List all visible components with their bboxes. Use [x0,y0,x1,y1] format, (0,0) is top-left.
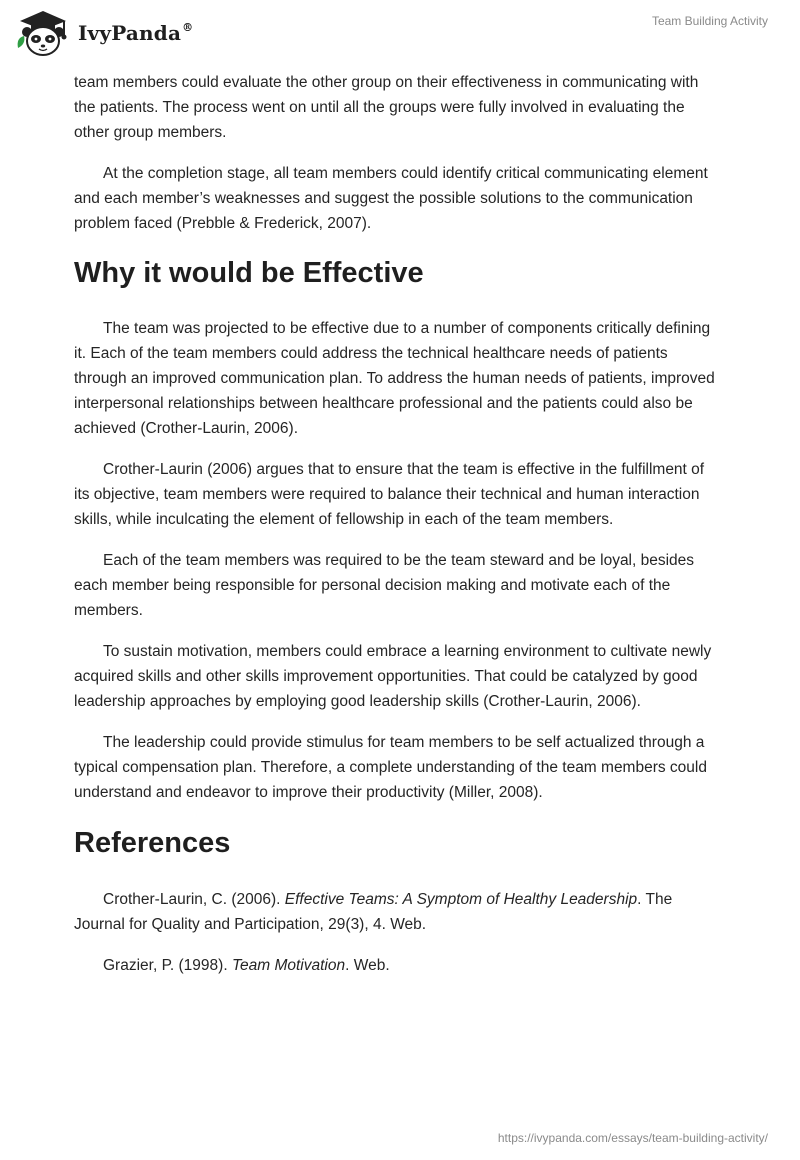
logo-text: IvyPanda® [78,21,194,45]
paragraph: Crother-Laurin (2006) argues that to ensure that the team is effective in the fulfillment of its objective, team members were required to balance their technical and human interaction skills, while inculcating the element of fellowship in each of the team members. [74,461,705,528]
paragraph: The leadership could provide stimulus for team members to be self actualized through a typical compensation plan. Therefore, a complete understanding of the team members could understand and endeavor to improve their productivity (Miller, 2008). [74,734,707,801]
paragraph: At the completion stage, all team members could identify critical communicating element and each member’s weaknesses and suggest the possible solutions to the communication problem faced (Prebble & Frederick, 2007). [74,165,708,232]
reference-entry: Grazier, P. (1998). Team Motivation. Web. [103,957,390,974]
paragraph: The team was projected to be effective due to a number of components critically defining it. Each of the team members could address the technical healthcare needs of patients through an improved communication plan. To address the human needs of patients, improved interpersonal relationships between healthcare professional and the patients could also be achieved (Crother-Laurin, 2006). [74,320,715,437]
logo[interactable] [14,8,193,58]
paragraph: To sustain motivation, members could embrace a learning environment to cultivate newly acquired skills and other skills improvement opportunities. That could be catalyzed by good leadership approaches by employing good leadership skills (Crother-Laurin, 2006). [74,643,712,710]
paragraph: team members could evaluate the other group on their effectiveness in communicating with the patients. The process went on until all the groups were fully involved in evaluating the other group members. [74,74,699,141]
paragraph: Each of the team members was required to be the team steward and be loyal, besides each member being responsible for personal decision making and motivate each of the members. [74,552,695,619]
page-header [0,0,800,70]
reference-entry: Crother-Laurin, C. (2006). Effective Teams: A Symptom of Healthy Leadership. The Journal for Quality and Participation, 29(3), 4. Web. [74,891,673,933]
source-url-link[interactable]: https://ivypanda.com/essays/team-building-activity/ [497,1131,768,1145]
section-heading-references: References [74,827,231,859]
panda-graduate-icon [14,8,72,58]
essay-content [74,70,722,978]
document-title: Team Building Activity [651,14,768,28]
section-heading-effective: Why it would be Effective [74,257,424,289]
